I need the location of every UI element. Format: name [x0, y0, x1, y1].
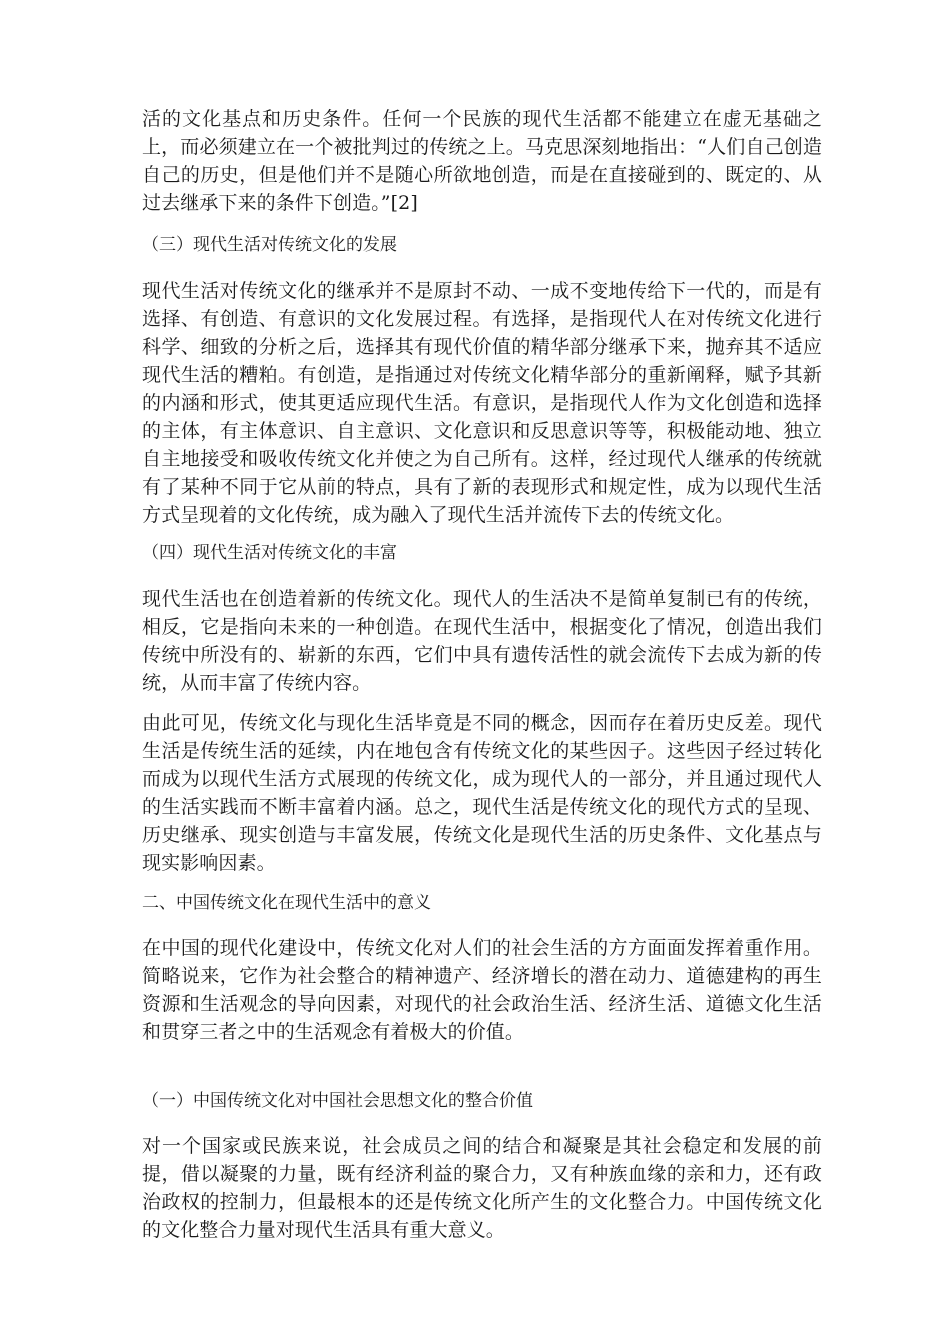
section-heading-integration: （一）中国传统文化对中国社会思想文化的整合价值: [142, 1091, 533, 1111]
paragraph-conclusion: 由此可见，传统文化与现化生活毕竟是不同的概念，因而存在着历史反差。现代生活是传统生活的延续，内在地包含有传统文化的某些因子。这些因子经过转化而成为以现代生活方式展现的传统文化，成为现代人的一部分，并且通过现代人的生活实践而不断丰富着内涵。总之，现代生活是传统文化的现代方式的呈现、历史继承、现实创造与丰富发展，传统文化是现代生活的历史条件、文化基点与现实影响因素。: [142, 712, 822, 874]
section-heading-development: （三）现代生活对传统文化的发展: [142, 235, 397, 255]
paragraph-historical-conditions: 活的文化基点和历史条件。任何一个民族的现代生活都不能建立在虚无基础之上，而必须建立在一个被批判过的传统之上。马克思深刻地指出：“人们自己创造自己的历史，但是他们并不是随心所欲地创造，而是在直接碰到的、既定的、从过去继承下来的条件下创造。”[2]: [142, 108, 822, 214]
paragraph-significance: 在中国的现代化建设中，传统文化对人们的社会生活的方方面面发挥着重作用。简略说来，它作为社会整合的精神遗产、经济增长的潜在动力、道德建构的再生资源和生活观念的导向因素，对现代的社会政治生活、经济生活、道德文化生活和贯穿三者之中的生活观念有着极大的价值。: [142, 937, 822, 1043]
chapter-heading-significance: 二、中国传统文化在现代生活中的意义: [142, 893, 431, 913]
paragraph-development: 现代生活对传统文化的继承并不是原封不动、一成不变地传给下一代的，而是有选择、有创造、有意识的文化发展过程。有选择，是指现代人在对传统文化进行科学、细致的分析之后，选择其有现代价值的精华部分继承下来，抛弃其不适应现代生活的糟粕。有创造，是指通过对传统文化精华部分的重新阐释，赋予其新的内涵和形式，使其更适应现代生活。有意识，是指现代人作为文化创造和选择的主体，有主体意识、自主意识、文化意识和反思意识等等，积极能动地、独立自主地接受和吸收传统文化并使之为自己所有。这样，经过现代人继承的传统就有了某种不同于它从前的特点，具有了新的表现形式和规定性，成为以现代生活方式呈现着的文化传统，成为融入了现代生活并流传下去的传统文化。: [142, 280, 822, 526]
section-heading-enrichment: （四）现代生活对传统文化的丰富: [142, 543, 397, 563]
paragraph-integration: 对一个国家或民族来说，社会成员之间的结合和凝聚是其社会稳定和发展的前提，借以凝聚的力量，既有经济利益的聚合力，又有种族血缘的亲和力，还有政治政权的控制力，但最根本的还是传统文化所产生的文化整合力。中国传统文化的文化整合力量对现代生活具有重大意义。: [142, 1135, 822, 1241]
paragraph-enrichment: 现代生活也在创造着新的传统文化。现代人的生活决不是简单复制已有的传统，相反，它是指向未来的一种创造。在现代生活中，根据变化了情况，创造出我们传统中所没有的、崭新的东西，它们中具有遗传活性的就会流传下去成为新的传统，从而丰富了传统内容。: [142, 588, 822, 694]
